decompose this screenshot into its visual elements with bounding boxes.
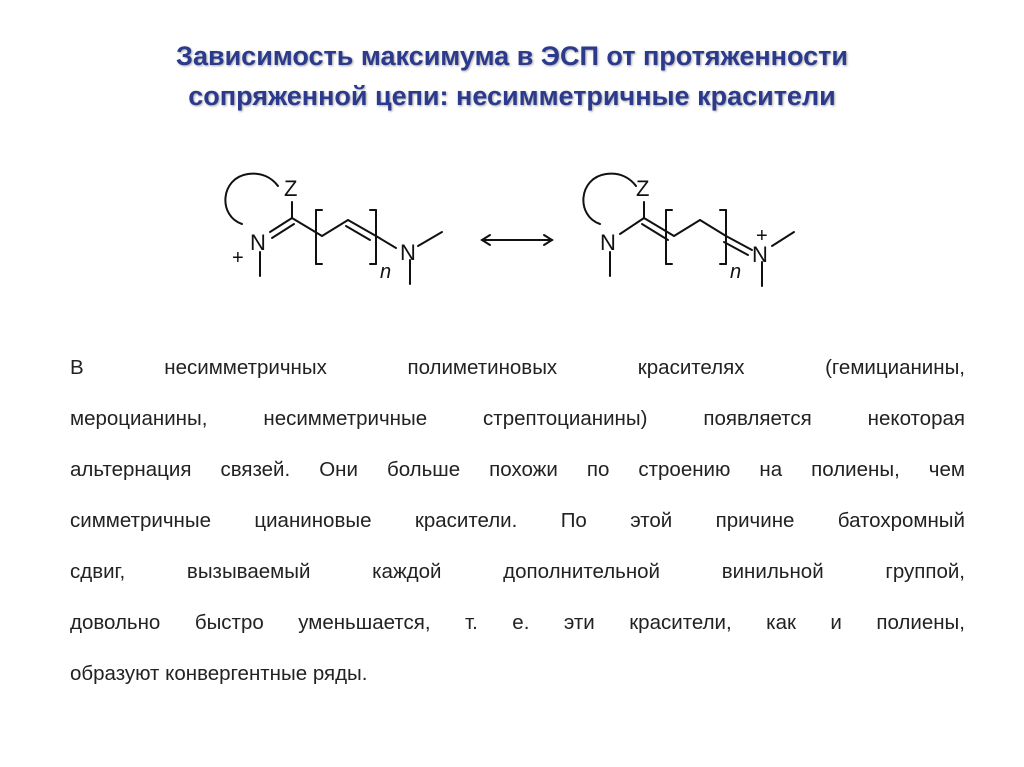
left-cn-double-bond-b: [272, 224, 294, 238]
right-chain-bond-3: [700, 220, 726, 236]
paragraph-line-6: довольно быстро уменьшается, т. е. эти красители, как и полиены,: [70, 611, 965, 634]
left-ring-arc: [225, 174, 278, 224]
paragraph-line-2: мероцианины, несимметричные стрептоцианины) появляется некоторая: [70, 407, 965, 430]
right-n-c-bond: [620, 218, 644, 234]
right-plus-label: +: [756, 225, 768, 247]
left-cn-double-bond-a: [270, 218, 292, 232]
left-structure: [225, 174, 442, 284]
paragraph-line-5: сдвиг, вызываемый каждой дополнительной винильной группой,: [70, 560, 965, 583]
right-z-label: Z: [636, 176, 650, 201]
right-cc-double-b: [642, 224, 668, 240]
left-index-label: n: [380, 261, 392, 283]
left-chain-bond-2: [322, 220, 348, 236]
left-chain-double-a: [348, 220, 376, 236]
resonance-arrow: [482, 235, 552, 245]
right-cn-double-b: [724, 242, 748, 255]
paragraph-line-1: В несимметричных полиметиновых красителях (гемицианины,: [70, 356, 965, 379]
left-chain-bond-1: [292, 218, 322, 236]
left-amine-methyl-1: [418, 232, 442, 246]
slide-title-line-2: сопряженной цепи: несимметричные красители: [188, 81, 836, 111]
left-chain-bond-3: [376, 236, 396, 248]
right-index-label: n: [730, 261, 742, 283]
paragraph-line-7: образуют конвергентные ряды.: [70, 662, 368, 685]
left-plus-label: +: [232, 247, 244, 269]
left-chain-double-b: [346, 226, 370, 240]
slide-title: [0, 36, 1024, 116]
left-n-amine-label: N: [400, 240, 416, 265]
paragraph-line-4: симметричные цианиновые красители. По этой причине батохромный: [70, 509, 965, 532]
left-n-charged-label: N: [250, 230, 266, 255]
right-n-amine-label: N: [600, 230, 616, 255]
right-ring-arc: [583, 174, 636, 224]
left-z-label: Z: [284, 176, 298, 201]
paragraph-line-3: альтернация связей. Они больше похожи по строению на полиены, чем: [70, 458, 965, 481]
body-paragraph: [70, 342, 965, 699]
resonance-scheme: [200, 160, 820, 310]
right-iminium-methyl-1: [772, 232, 794, 246]
right-cn-double-a: [726, 236, 752, 250]
slide-title-line-1: Зависимость максимума в ЭСП от протяженности: [176, 41, 848, 71]
right-chain-bond-2: [674, 220, 700, 236]
right-n-charged-label: N: [752, 242, 768, 267]
